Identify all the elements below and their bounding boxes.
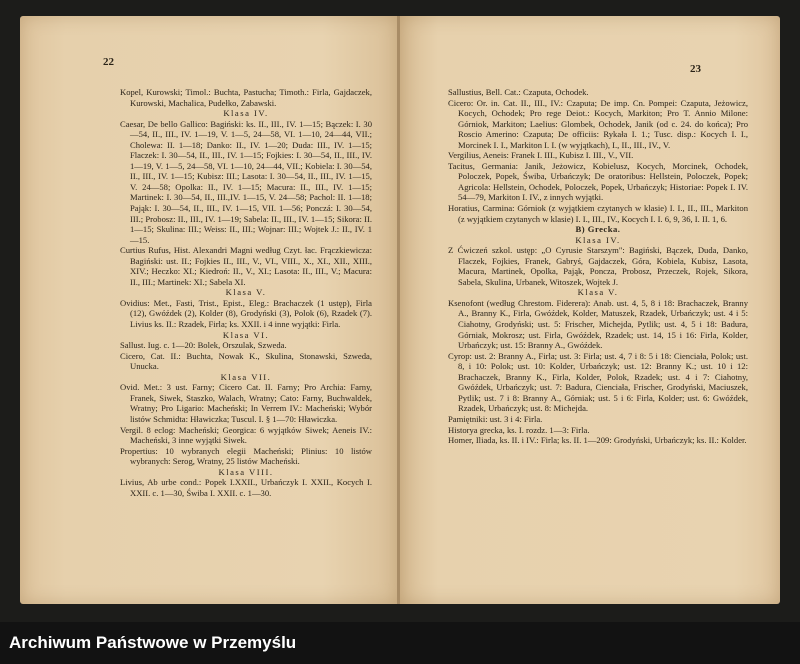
text-paragraph: Livius, Ab urbe cond.: Popek I.XXII., Urbańczyk I. XXII., Kocych I. XXII. c. 1—30, Świba I. XXII. c. 1—30. <box>120 477 372 498</box>
page-number-right: 23 <box>690 63 701 75</box>
right-page-text <box>448 87 748 446</box>
section-heading: Klasa VII. <box>220 371 272 382</box>
left-page-text <box>120 87 372 498</box>
text-paragraph: Ksenofont (według Chrestom. Fiderera): Anab. ust. 4, 5, 8 i 18: Brachaczek, Branny A., Branny K., Firla, Gwóźdek, Kolder, Matuszek, Rzadek, Urbańczyk; ust. 4 i 5: Ciahotny, Grodyński; ust. 5: Frischer, Michejda, Pytlik; ust. 4, 5 i 18: Badura, Górniak, Mokrosz; ust. Firla, Gwóźdek, Rzadek; ust. 14, 15 i 16: Firla, Kolder, Urbańczyk; ust. 15: Branny A., Gwóźdek. <box>448 297 748 351</box>
text-paragraph: Cicero, Cat. II.: Buchta, Nowak K., Skulina, Stonawski, Szweda, Unucka. <box>120 350 372 372</box>
text-paragraph: Ovid. Met.: 3 ust. Farny; Cicero Cat. II. Farny; Pro Archia: Farny, Franek, Siwek, Staszko, Walach, Wratny; Cato: Farny, Buchwaldek, Wratny; Pro Ligario: Macheński; In Verrem IV.: Macheński; Wybór listów Schmidta: Hławiczka; Tuscul. I. § 1—70: Hławiczka. <box>120 382 372 424</box>
text-paragraph: Cyrop: ust. 2: Branny A., Firla; ust. 3: Firla; ust. 4, 7 i 8: 5 i 18: Cienciała, Polok; ust. 8, i 10: Polok; ust. 10: Kolder, Urbańczyk; ust. 12: Branny K.; ust. 10 i 12: Brachaczek, Branny K., Firla, Kolder, Polok, Rzadek; ust. 4 i 7: Ciahotny, Gwóźdek, Urbańczyk; ust. 7: Badura, Cienciała, Frischer, Grodyński, Maciuszek, Pytlik; ust. 7 i 8: Branny A., Górniak; ust. 5 i 6: Firla, Kolder; ust. 6: Gwóźdek, Rzadek, Urbańczyk; ust. 8: Michejda. <box>448 350 748 414</box>
section-heading: Klasa IV. <box>223 108 269 119</box>
section-heading: Klasa V. <box>225 287 267 298</box>
archive-name: Archiwum Państwowe w Przemyślu <box>9 633 297 652</box>
section-heading: Klasa VIII. <box>218 466 274 477</box>
section-heading: Klasa VI. <box>222 329 270 340</box>
text-paragraph: Homer, Iliada, ks. II. i IV.: Firla; ks. II. 1—209: Grodyński, Urbańczyk; ks. II.: Kolder. <box>448 435 747 446</box>
text-paragraph: Curtius Rufus, Hist. Alexandri Magni według Czyt. łac. Frączkiewicza: Bagiński: ust. II.; Fojkies II., III., V., VI., VIII., X., XI., XII., XIII., XIV.; Heczko: XI.; Kiedroń: II., V., XI.; Lasota: II., III., V.; Macura: II., III.; Martinek: XI.; Sabela XI. <box>120 245 372 287</box>
left-page <box>20 16 398 604</box>
text-paragraph: Pamiętniki: ust. 3 i 4: Firla. <box>448 413 543 424</box>
text-paragraph: Vergil. 8 eclog: Macheński; Georgica: 6 wyjątków Siwek; Aeneis IV.: Macheński, 3 inne wyjątki Siwek. <box>120 424 372 446</box>
text-paragraph: Historya grecka, ks. I. rozdz. 1—3: Firla. <box>448 424 590 435</box>
text-paragraph: Ovidius: Met., Fasti, Trist., Epist., Eleg.: Brachaczek (1 ustęp), Firla (12), Gwóźdek (2), Kolder (8), Grodyński (3), Polok (6), Rzadek (7). Livius ks. II.: Rzadek, Firla; ks. XXII. i 4 inne wyjątki: Firla. <box>120 297 372 330</box>
archive-footer-bar <box>0 622 800 664</box>
section-heading: B) Grecka. <box>575 224 621 235</box>
section-heading: Klasa IV. <box>575 234 621 245</box>
text-paragraph: Z Ćwiczeń szkol. ustęp: „O Cyrusie Starszym": Bagiński, Bączek, Duda, Danko, Flaczek, Fojkies, Franek, Gabryś, Gajdaczek, Góra, Kobiela, Kubisz, Lasota, Macura, Martinek, Opolka, Pająk, Poncza, Probosz, Przeczek, Rojek, Sikora, Sabela, Skulina, Urbanek, Witoszek, Wojtek J. <box>448 245 748 287</box>
text-paragraph: Propertius: 10 wybranych elegii Macheński; Plinius: 10 listów wybranych: Serog, Wratny, 25 listów Macheński. <box>120 445 372 467</box>
text-paragraph: Sallust. Iug. c. 1—20: Bolek, Orszulak, Szweda. <box>120 340 287 351</box>
text-paragraph: Horatius, Carmina: Górniok (z wyjątkiem czytanych w klasie) I. I., II., III., Markiton (z wyjątkiem czytanych w klasie) I. I., III., IV., Kocych I. I. 6, 9, 36, I. II. 1, 6. <box>448 203 748 224</box>
right-page <box>400 16 780 604</box>
text-paragraph: Kopel, Kurowski; Timol.: Buchta, Pastucha; Timoth.: Firla, Gajdaczek, Kurowski, Machalica, Pudełko, Zabawski. <box>120 87 372 108</box>
text-paragraph: Caesar, De bello Gallico: Bagiński: ks. II., III., IV. 1—15; Bączek: I. 30—54, II., III., IV. 1—19, V. 1—5, 24—58, VI. 1—10, 24—44, VII.; Cholewa: II. 1—18; Danko: II., IV. 1—20; Duda: III., IV. 1—15; Flaczek: I. 30—54, II., III., IV. 1—15; Fojkies: I. 30—54, II., III., IV. 1—19, V. 1—5, 24—58, VI. 1—10, 24—44, VII.; Kobiela: I. 30—54, II., III., IV. 1—15; Kubisz: III.; Lasota: I. 30—54, II., III., IV. 1—15, V. 24—58; Opolka: II., IV. 1—15; Macura: II., III., IV. 1—15; Martinek: I. 30—54, II., III.,IV. 1—15, V. 24—58; Pachol: II. 1—18; Pająk: I. 30—54, II., III., IV. 1—15, VII. 1—56; Ponczá: I. 30—54, III.; Probosz: II., III., IV. 1—19; Sabela: II., III., IV. 1—15; Sikora: II. 1—15; Skulina: III.; Weiss: II., III.; Wojnar: III.; Wojtek J.: II., IV. 1—15. <box>120 118 372 245</box>
text-paragraph: Vergilius, Aeneis: Franek I. III., Kubisz I. III., V., VII. <box>448 150 634 161</box>
text-paragraph: Sallustius, Bell. Cat.: Czaputa, Ochodek. <box>448 87 589 97</box>
page-number-left: 22 <box>103 56 114 68</box>
section-heading: Klasa V. <box>577 287 619 298</box>
text-paragraph: Tacitus, Germania: Janik, Jeżowicz, Kobielusz, Kocych, Morcinek, Ochodek, Poloczek, Popek, Świba, Urbańczyk; De oratoribus: Hellstein, Poloczek, Popek; Agricola: Hellstein, Ochodek, Poloczek, Popek, Urbańczyk; Historiae: Popek I. IV. 54—79, Markiton I. IV., z innych wyjątki. <box>448 160 748 203</box>
text-paragraph: Cicero: Or. in. Cat. II., III., IV.: Czaputa; De imp. Cn. Pompei: Czaputa, Jeżowicz, Kocych, Ochodek; Pro rege Deiot.: Kocych, Markiton; Pro T. Annio Milone: Górniok, Markiton; Laelius: Glombek, Ochodek, Janik (od c. 24. do końca); Pro Roscio Amerino: Czaputa; De officiis: Rykała I. 1.; Tusc. disp.: Kocych I. I., Morcinek I. I., Markiton I. I. (w wyjątkach), I., II., III., IV., V. <box>448 97 748 150</box>
